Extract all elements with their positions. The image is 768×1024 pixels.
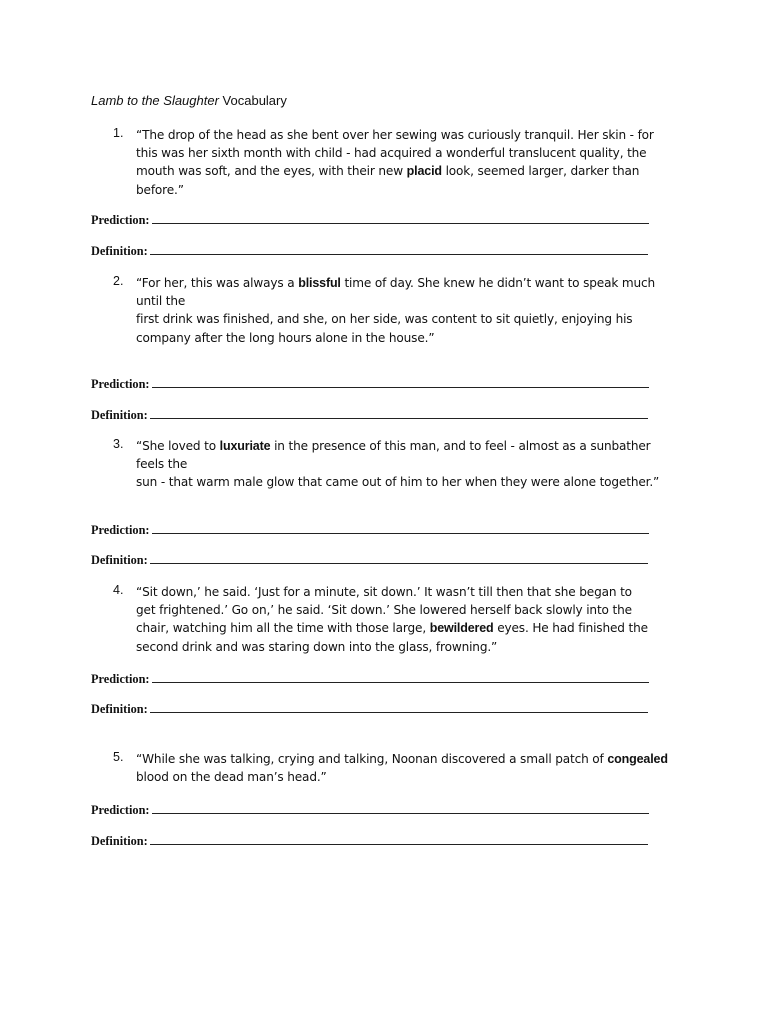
prediction-field[interactable]: [91, 213, 661, 228]
answer-line[interactable]: [152, 223, 649, 224]
quote-text: [136, 583, 676, 656]
quote-line: blood on the dead man’s head.”: [136, 770, 327, 785]
quote-line: chair, watching him all the time with those large, bewildered eyes. He had finished the: [136, 621, 648, 636]
vocab-word: luxuriate: [219, 439, 271, 453]
definition-field[interactable]: [91, 408, 661, 423]
definition-label: Definition:: [91, 553, 148, 567]
answer-line[interactable]: [150, 418, 648, 419]
quote-line: “While she was talking, crying and talking, Noonan discovered a small patch of congealed: [136, 752, 668, 766]
answer-line[interactable]: [150, 563, 648, 564]
answer-line[interactable]: [152, 813, 649, 814]
definition-field[interactable]: [91, 834, 661, 849]
vocab-word: placid: [406, 164, 442, 179]
quote-text: [136, 274, 676, 347]
prediction-field[interactable]: [91, 377, 661, 392]
definition-label: Definition:: [91, 244, 148, 258]
quote-line: before.”: [136, 182, 184, 197]
prediction-label: Prediction:: [91, 803, 150, 817]
quote-line: “For her, this was always a blissful time of day. She knew he didn’t want to speak much: [136, 276, 656, 290]
definition-label: Definition:: [91, 702, 148, 716]
answer-line[interactable]: [152, 387, 649, 388]
answer-line[interactable]: [152, 533, 649, 534]
vocab-word: blissful: [298, 276, 341, 290]
quote-text: [136, 437, 676, 492]
title-suffix: Vocabulary: [222, 93, 287, 108]
definition-field[interactable]: [91, 244, 661, 259]
quote-line: feels the: [136, 457, 188, 472]
quote-line: “Sit down,’ he said. ‘Just for a minute, sit down.’ It wasn’t till then that she began to: [136, 585, 632, 599]
quote-text: [136, 126, 676, 199]
quote-line: until the: [136, 294, 186, 309]
story-title: Lamb to the Slaughter: [91, 93, 219, 108]
answer-line[interactable]: [150, 844, 648, 845]
prediction-label: Prediction:: [91, 213, 150, 227]
document-title: [91, 93, 287, 108]
quote-line: get frightened.’ Go on,’ he said. ‘Sit down.’ She lowered herself back slowly into the: [136, 603, 632, 618]
definition-field[interactable]: [91, 553, 661, 568]
answer-line[interactable]: [152, 682, 649, 683]
item-number: 1.: [113, 126, 124, 140]
item-number: 2.: [113, 274, 124, 288]
quote-line: “She loved to luxuriate in the presence of this man, and to feel - almost as a sunbather: [136, 439, 651, 453]
quote-text: [136, 750, 676, 786]
item-number: 4.: [113, 583, 124, 597]
definition-label: Definition:: [91, 408, 148, 422]
quote-line: sun - that warm male glow that came out of him to her when they were alone together.”: [136, 475, 660, 490]
prediction-field[interactable]: [91, 803, 661, 818]
quote-line: company after the long hours alone in the house.”: [136, 330, 435, 345]
quote-line: this was her sixth month with child - had acquired a wonderful translucent quality, the: [136, 146, 647, 161]
definition-label: Definition:: [91, 834, 148, 848]
quote-line: first drink was finished, and she, on her side, was content to sit quietly, enjoying his: [136, 312, 633, 327]
prediction-label: Prediction:: [91, 523, 150, 537]
item-number: 3.: [113, 437, 124, 451]
answer-line[interactable]: [150, 254, 648, 255]
prediction-field[interactable]: [91, 523, 661, 538]
definition-field[interactable]: [91, 702, 661, 717]
prediction-field[interactable]: [91, 672, 661, 687]
vocab-word: congealed: [607, 752, 668, 766]
prediction-label: Prediction:: [91, 672, 150, 686]
answer-line[interactable]: [150, 712, 648, 713]
quote-line: second drink and was staring down into the glass, frowning.”: [136, 639, 498, 654]
prediction-label: Prediction:: [91, 377, 150, 391]
vocab-word: bewildered: [429, 621, 494, 636]
quote-line: mouth was soft, and the eyes, with their new placid look, seemed larger, darker than: [136, 164, 640, 179]
item-number: 5.: [113, 750, 124, 764]
quote-line: “The drop of the head as she bent over her sewing was curiously tranquil. Her skin - for: [136, 128, 654, 142]
